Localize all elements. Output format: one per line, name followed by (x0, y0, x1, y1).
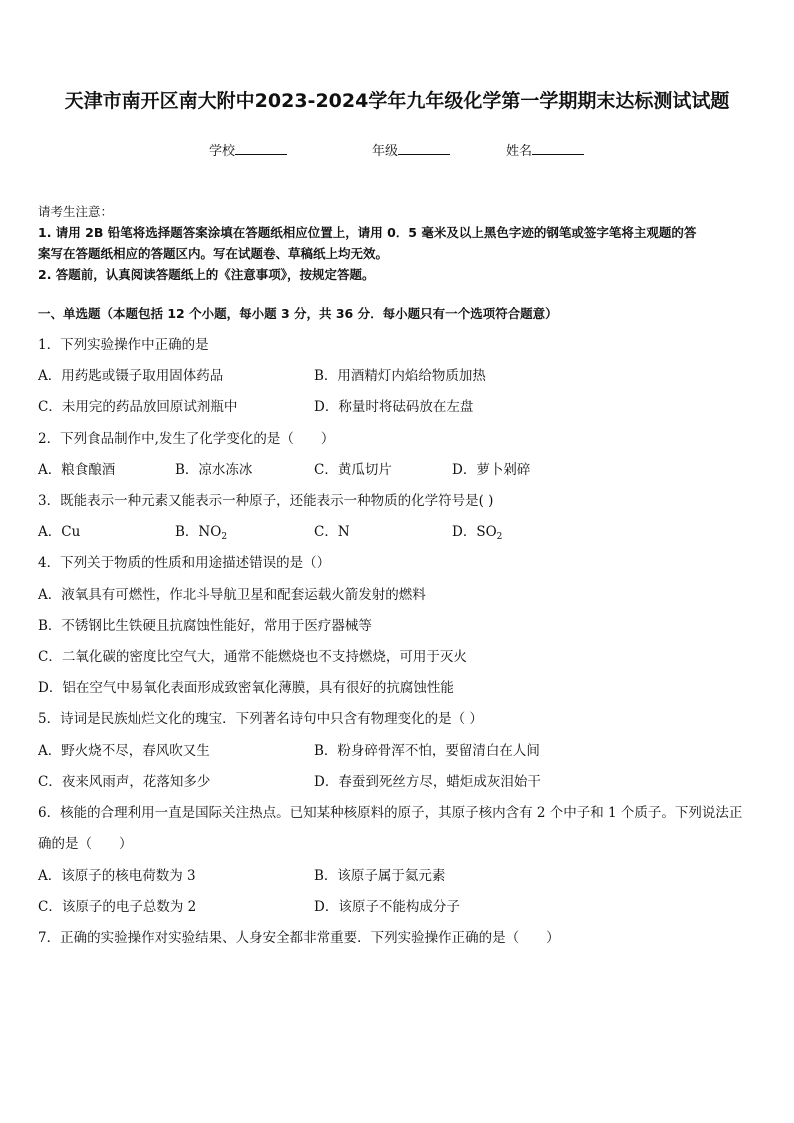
option: C．该原子的电子总数为 2 (38, 899, 197, 915)
option: C．夜来风雨声，花落知多少 (38, 774, 211, 790)
option: D．春蚕到死丝方尽，蜡炬成灰泪始干 (314, 774, 541, 790)
name-label: 姓名 (506, 144, 533, 159)
option: C．未用完的药品放回原试剂瓶中 (38, 399, 238, 415)
notice-item-1-line-1: 1. 请用 2B 铅笔将选择题答案涂填在答题纸相应位置上，请用 0．5 毫米及以上黑色字迹的钢笔或签字笔将主观题的答 (38, 225, 697, 240)
grade-field (372, 140, 450, 159)
page-title: 天津市南开区南大附中2023-2024学年九年级化学第一学期期末达标测试试题 (64, 90, 730, 112)
option: A．用药匙或镊子取用固体药品 (38, 368, 224, 384)
grade-label: 年级 (372, 144, 399, 159)
option: C．N (314, 524, 350, 540)
name-field (506, 140, 584, 159)
question-stem: 5．诗词是民族灿烂文化的瑰宝．下列著名诗句中只含有物理变化的是（ ） (38, 711, 483, 727)
option: A．该原子的核电荷数为 3 (38, 868, 196, 884)
option: A．野火烧不尽，春风吹又生 (38, 743, 210, 759)
question-stem: 7．正确的实验操作对实验结果、人身安全都非常重要．下列实验操作正确的是（ ） (38, 930, 560, 946)
question-stem: 3．既能表示一种元素又能表示一种原子，还能表示一种物质的化学符号是( ) (38, 493, 494, 509)
school-field (209, 140, 287, 159)
question-stem: 2．下列食品制作中,发生了化学变化的是（ ） (38, 431, 335, 447)
option: A．液氧具有可燃性，作北斗导航卫星和配套运载火箭发射的燃料 (38, 587, 426, 603)
option: A．Cu (38, 524, 81, 540)
option: A．粮食酿酒 (38, 462, 116, 478)
name-blank (532, 142, 584, 155)
question-stem-line-1: 6．核能的合理利用一直是国际关注热点。已知某种核原料的原子，其原子核内含有 2 个中子和 1 个质子。下列说法正 (38, 805, 743, 821)
option: C．黄瓜切片 (314, 462, 392, 478)
school-label: 学校 (209, 144, 236, 159)
question-stem: 4．下列关于物质的性质和用途描述错误的是（） (38, 555, 331, 571)
notice-item-2: 2. 答题前，认真阅读答题纸上的《注意事项》，按规定答题。 (38, 267, 375, 282)
option: C．二氧化碳的密度比空气大，通常不能燃烧也不支持燃烧，可用于灭火 (38, 649, 467, 665)
option: D．铝在空气中易氧化表面形成致密氧化薄膜，具有很好的抗腐蚀性能 (38, 680, 454, 696)
option: D．$SO_2$ (452, 524, 503, 542)
section-heading: 一、单选题（本题包括 12 个小题，每小题 3 分，共 36 分．每小题只有一个选项符合题意） (38, 306, 558, 321)
question-stem: 1．下列实验操作中正确的是 (38, 337, 209, 353)
option: B．$NO_2$ (175, 524, 228, 542)
school-blank (235, 142, 287, 155)
grade-blank (398, 142, 450, 155)
option: D．称量时将砝码放在左盘 (314, 399, 474, 415)
option: B．不锈钢比生铁硬且抗腐蚀性能好，常用于医疗器械等 (38, 618, 372, 634)
option: D．萝卜剁碎 (452, 462, 531, 478)
notice-item-1-line-2: 案写在答题纸相应的答题区内。写在试题卷、草稿纸上均无效。 (38, 246, 389, 261)
option: B．粉身碎骨浑不怕，要留清白在人间 (314, 743, 540, 759)
option: B．用酒精灯内焰给物质加热 (314, 368, 486, 384)
notice-block (38, 201, 758, 285)
notice-heading: 请考生注意： (38, 204, 114, 219)
option: D．该原子不能构成分子 (314, 899, 460, 915)
question-stem-line-2: 确的是（ ） (38, 836, 133, 852)
student-info-row (0, 140, 794, 160)
option: B．凉水冻冰 (175, 462, 253, 478)
option: B．该原子属于氦元素 (314, 868, 446, 884)
